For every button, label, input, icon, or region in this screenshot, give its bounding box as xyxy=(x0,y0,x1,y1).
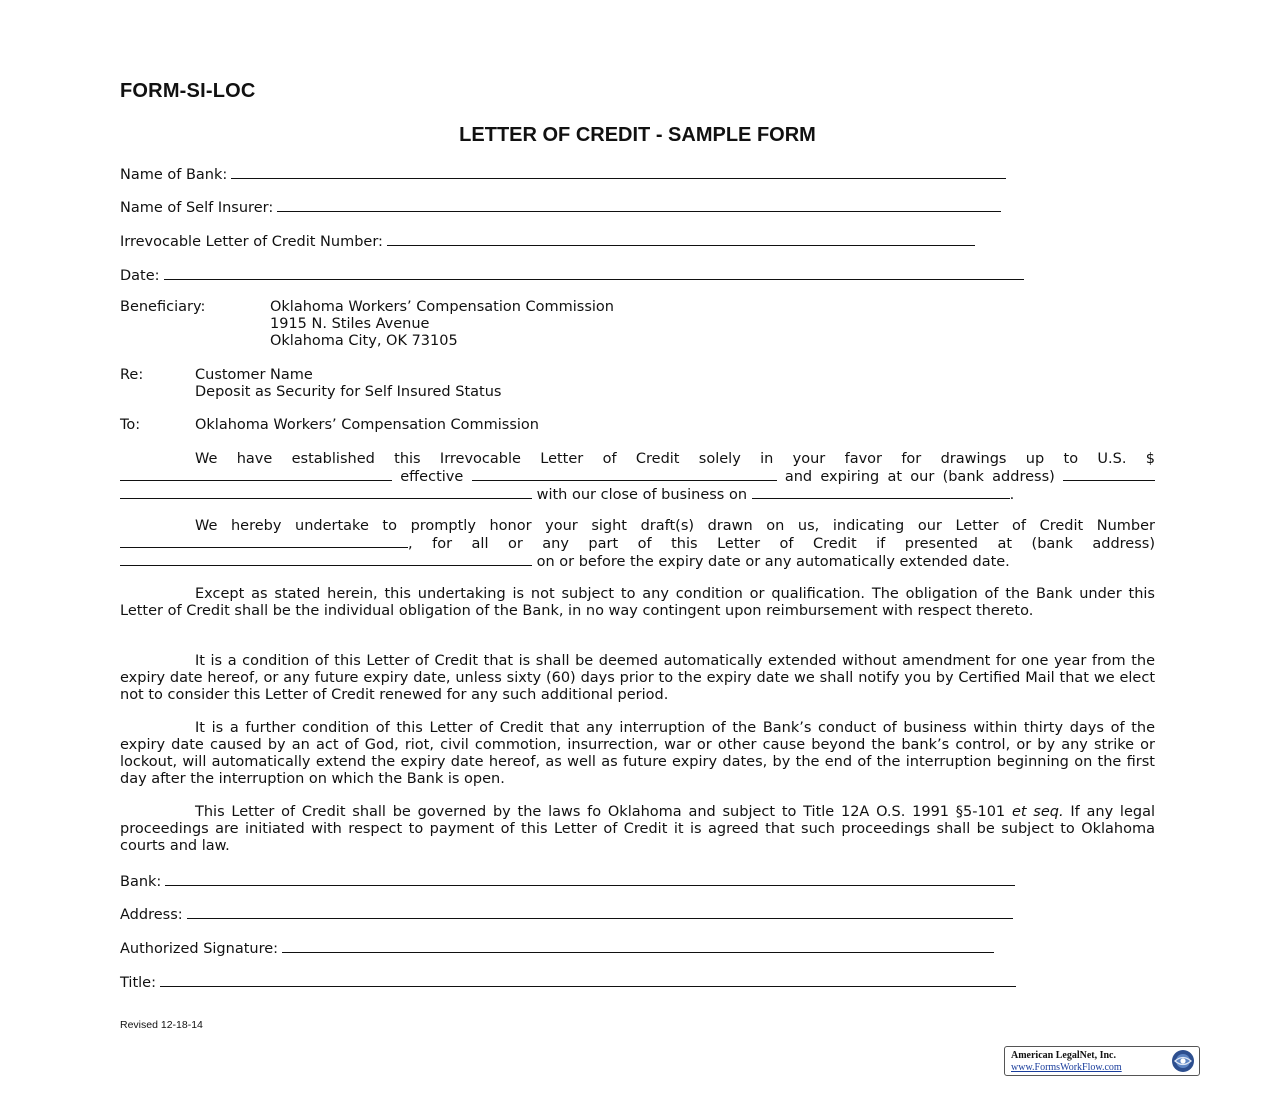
paragraph-6-et-seq: et seq. xyxy=(1011,804,1064,820)
beneficiary-label: Beneficiary: xyxy=(120,299,206,315)
title-input[interactable] xyxy=(160,973,1016,987)
to-line-1: Oklahoma Workers’ Compensation Commission xyxy=(195,417,539,433)
bank-name-input[interactable] xyxy=(231,165,1006,179)
to-label: To: xyxy=(120,417,141,433)
paragraph-6 xyxy=(120,804,1155,855)
date-input[interactable] xyxy=(164,266,1024,280)
date-field xyxy=(120,266,1024,285)
paragraph-6-text-c: If any legal proceedings are initiated with respect to payment of this Letter of Credit it is agreed that such proceedings shall be subject to Oklahoma courts and law. xyxy=(120,804,1156,854)
re-block xyxy=(120,367,1155,401)
signature-field xyxy=(120,939,994,958)
address-field xyxy=(120,905,1013,924)
document-title: LETTER OF CREDIT - SAMPLE FORM xyxy=(459,124,816,146)
re-label: Re: xyxy=(120,367,144,383)
re-line-1: Customer Name xyxy=(195,367,313,383)
badge-url-link[interactable]: www.FormsWorkFlow.com xyxy=(1011,1062,1122,1073)
credit-number-input[interactable] xyxy=(387,232,975,246)
signature-input[interactable] xyxy=(282,939,994,953)
effective-date-blank[interactable] xyxy=(472,468,777,481)
self-insurer-input[interactable] xyxy=(277,198,1001,212)
badge-company-name: American LegalNet, Inc. xyxy=(1011,1050,1116,1061)
beneficiary-line-1: Oklahoma Workers’ Compensation Commission xyxy=(270,299,614,315)
close-of-business-blank[interactable] xyxy=(752,486,1010,499)
amount-blank[interactable] xyxy=(120,468,392,481)
paragraph-2-text-a: We hereby undertake to promptly honor your sight draft(s) drawn on us, indicating our Letter of Credit Number xyxy=(195,518,1155,534)
beneficiary-block xyxy=(120,299,1155,350)
paragraph-2-text-c: on or before the expiry date or any automatically extended date. xyxy=(536,554,1010,570)
paragraph-1-text-b: effective xyxy=(400,469,464,485)
address-input[interactable] xyxy=(187,905,1013,919)
address-label: Address: xyxy=(120,907,183,923)
paragraph-4: It is a condition of this Letter of Credit that is shall be deemed automatically extended without amendment for one year from the expiry date hereof, or any future expiry date, unless sixty (60) days prior to the expiry date we shall notify you by Certified Mail that we elect not to consider this Letter of Credit renewed for any such additional period. xyxy=(120,653,1155,703)
beneficiary-line-2: 1915 N. Stiles Avenue xyxy=(270,316,430,332)
presentation-address-blank[interactable] xyxy=(120,553,532,566)
bank-label: Bank: xyxy=(120,874,162,890)
self-insurer-label: Name of Self Insurer: xyxy=(120,200,274,216)
form-code: FORM-SI-LOC xyxy=(120,80,256,102)
bank-input[interactable] xyxy=(165,872,1015,886)
paragraph-3: Except as stated herein, this undertaking is not subject to any condition or qualification. The obligation of the Bank under this Letter of Credit shall be the individual obligation of the Bank, in no way contingent upon reimbursement with respect thereto. xyxy=(120,586,1155,619)
credit-number-label: Irrevocable Letter of Credit Number: xyxy=(120,234,383,250)
paragraph-1-text-c: and expiring at our (bank address) xyxy=(784,469,1055,485)
paragraph-2-text-b: , for all or any part of this Letter of Credit if presented at (bank address) xyxy=(408,536,1155,552)
paragraph-2 xyxy=(120,518,1155,571)
globe-logo-icon xyxy=(1170,1048,1196,1074)
paragraph-1-text-e: . xyxy=(1009,487,1015,503)
date-label: Date: xyxy=(120,268,160,284)
title-label: Title: xyxy=(120,975,156,991)
paragraph-1-text-d: with our close of business on xyxy=(536,487,748,503)
legalnet-badge[interactable] xyxy=(1004,1046,1200,1076)
bank-field xyxy=(120,872,1015,891)
bank-name-field xyxy=(120,165,1006,184)
bank-address-blank-2[interactable] xyxy=(120,486,532,499)
bank-name-label: Name of Bank: xyxy=(120,167,228,183)
paragraph-6-text-a: This Letter of Credit shall be governed by the laws fo Oklahoma and subject to Title 12A O.S. 1991 §5-101 xyxy=(195,804,1012,820)
paragraph-1 xyxy=(120,451,1155,504)
credit-number-blank[interactable] xyxy=(120,535,408,548)
to-block xyxy=(120,417,1155,434)
credit-number-field xyxy=(120,232,975,251)
bank-address-blank-1[interactable] xyxy=(1063,468,1155,481)
revised-date: Revised 12-18-14 xyxy=(120,1019,203,1031)
paragraph-5: It is a further condition of this Letter of Credit that any interruption of the Bank’s conduct of business within thirty days of the expiry date caused by an act of God, riot, civil commotion, insurrection, war or other cause beyond the bank’s control, or by any strike or lockout, will automatically extend the expiry date hereof, as well as future expiry dates, by the end of the interruption beginning on the first day after the interruption on which the Bank is open. xyxy=(120,720,1155,787)
signature-label: Authorized Signature: xyxy=(120,941,279,957)
title-field xyxy=(120,973,1016,992)
beneficiary-line-3: Oklahoma City, OK 73105 xyxy=(270,333,458,349)
paragraph-1-text-a: We have established this Irrevocable Letter of Credit solely in your favor for drawings up to U.S. $ xyxy=(195,451,1155,467)
re-line-2: Deposit as Security for Self Insured Status xyxy=(195,384,502,400)
self-insurer-field xyxy=(120,198,1001,217)
